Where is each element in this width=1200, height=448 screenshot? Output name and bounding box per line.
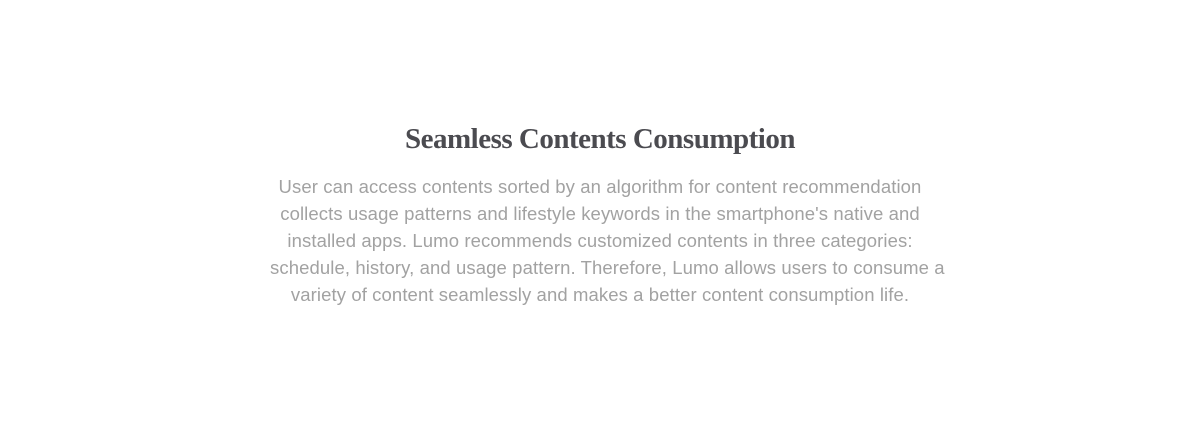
body-line-1: User can access contents sorted by an algorithm for content recommendation <box>278 176 922 197</box>
body-line-5: variety of content seamlessly and makes a better content consumption life. <box>290 284 910 305</box>
section-body <box>270 173 945 308</box>
body-line-2: collects usage patterns and lifestyle keywords in the smartphone's native and <box>280 203 920 224</box>
section-title: Seamless Contents Consumption <box>405 123 795 155</box>
body-line-4: schedule, history, and usage pattern. Therefore, Lumo allows users to consume a <box>270 257 945 278</box>
body-line-3: installed apps. Lumo recommends customized contents in three categories: <box>287 230 913 251</box>
